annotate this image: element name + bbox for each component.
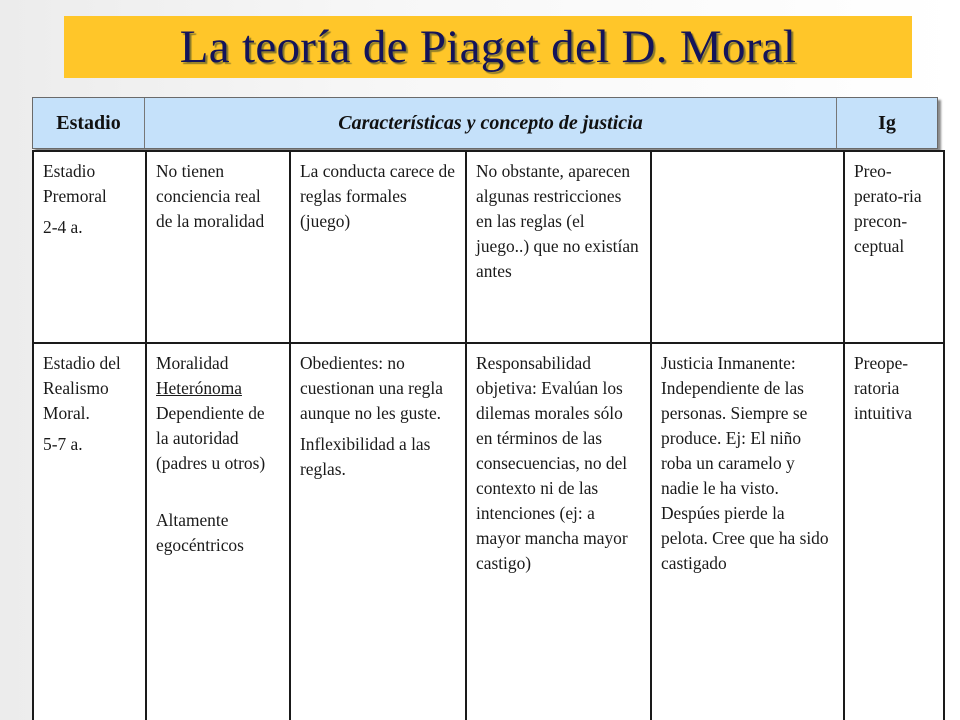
cell-caracteristica-2 bbox=[291, 344, 467, 720]
cell-justicia bbox=[652, 152, 845, 342]
stages-table bbox=[32, 150, 945, 720]
estadio-age: 5-7 a. bbox=[43, 434, 83, 454]
title-banner bbox=[64, 16, 912, 78]
cell-ig: Preo-perato-ria precon-ceptual bbox=[854, 161, 922, 256]
cell-caracteristica-1: No tienen conciencia real de la moralidad bbox=[147, 152, 291, 342]
cell-justicia: Justicia Inmanente: Independiente de las personas. Siempre se produce. Ej: El niño roba un caramelo y nadie le ha visto. Despúes pierde la pelota. Cree que ha sido castigado bbox=[652, 344, 845, 720]
cell-ig: Preope-ratoria intuitiva bbox=[854, 353, 912, 423]
inflexibilidad-text: Inflexibilidad a las reglas. bbox=[300, 434, 431, 479]
table-header bbox=[32, 97, 938, 149]
estadio-name: Estadio del Realismo Moral. bbox=[43, 353, 121, 423]
estadio-age: 2-4 a. bbox=[43, 217, 83, 237]
page-title: La teoría de Piaget del D. Moral bbox=[179, 21, 797, 73]
cell-estadio bbox=[34, 152, 147, 342]
egocentrismo-text: Altamente egocéntricos bbox=[156, 510, 244, 555]
moralidad-label: Moralidad bbox=[156, 353, 229, 373]
cell-caracteristica-2: La conducta carece de reglas formales (juego) bbox=[291, 152, 467, 342]
cell-estadio bbox=[34, 344, 147, 720]
cell-caracteristica-3: No obstante, aparecen algunas restricciones en las reglas (el juego..) que no existían antes bbox=[467, 152, 652, 342]
heteronoma-label: Heterónoma bbox=[156, 378, 242, 398]
estadio-name: Estadio Premoral bbox=[43, 161, 107, 206]
obedientes-text: Obedientes: no cuestionan una regla aunque no les guste. bbox=[300, 353, 443, 423]
header-ig: Ig bbox=[878, 111, 896, 134]
cell-caracteristica-1 bbox=[147, 344, 291, 720]
table-row bbox=[34, 344, 943, 720]
header-caracteristicas: Características y concepto de justicia bbox=[145, 98, 837, 148]
header-estadio: Estadio bbox=[33, 98, 145, 148]
cell-caracteristica-3: Responsabilidad objetiva: Evalúan los dilemas morales sólo en términos de las consecuencias, no del contexto ni de las intenciones (ej: a mayor mancha mayor castigo) bbox=[467, 344, 652, 720]
dependencia-text: Dependiente de la autoridad (padres u otros) bbox=[156, 403, 266, 473]
table-row bbox=[34, 152, 943, 344]
